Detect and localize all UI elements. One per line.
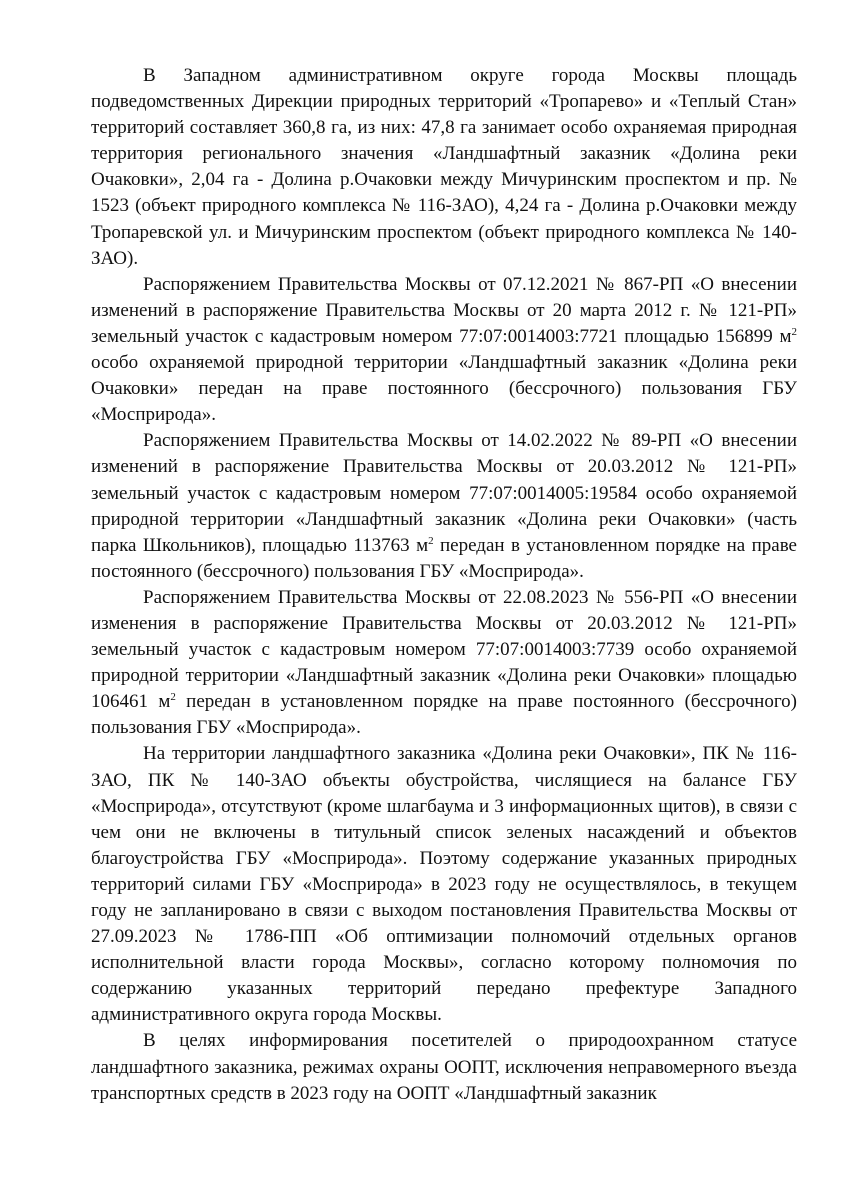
paragraph-improvement-objects (91, 741, 797, 1028)
superscript-exponent: 2 (170, 691, 176, 704)
paragraph-order-89 (91, 428, 797, 585)
text-run: Распоряжением Правительства Москвы от 14.02.2022 № 89-РП «О внесении изменений в распоряжение Правительства Москвы от 20.03.2012 № 121-РП» земельный участок с кадастровым номером 77:07:0014005:19584 особо охраняемой природной территории «Ландшафтный заказник «Долина реки Очаковки» (часть парка Школьников), площадью 113763 м (91, 430, 797, 556)
paragraph-territory-area (91, 63, 797, 272)
paragraph-order-867 (91, 272, 797, 429)
text-run: передан в установленном порядке на праве постоянного (бессрочного) пользования ГБУ «Мосприрода». (91, 691, 797, 739)
text-run: В целях информирования посетителей о природоохранном статусе ландшафтного заказника, режимах охраны ООПТ, исключения неправомерного въезда транспортных средств в 2023 году на ООПТ «Ландшафтный заказник (91, 1030, 797, 1104)
paragraph-order-556 (91, 585, 797, 742)
paragraph-visitor-information (91, 1028, 797, 1106)
text-run: особо охраняемой природной территории «Ландшафтный заказник «Долина реки Очаковки» передан на праве постоянного (бессрочного) пользования ГБУ «Мосприрода». (91, 352, 797, 426)
superscript-exponent: 2 (791, 325, 797, 338)
text-run: Распоряжением Правительства Москвы от 22.08.2023 № 556-РП «О внесении изменения в распоряжение Правительства Москвы от 20.03.2012 № 121-РП» земельный участок с кадастровым номером 77:07:0014003:7739 особо охраняемой природной территории «Ландшафтный заказник «Долина реки Очаковки» площадью 106461 м (91, 586, 797, 713)
text-run: В Западном административном округе города Москвы площадь подведомственных Дирекции природных территорий «Тропарево» и «Теплый Стан» территорий составляет 360,8 га, из них: 47,8 га занимает особо охраняемая природная территория регионального значения «Ландшафтный заказник «Долина реки Очаковки», 2,04 га - Долина р.Очаковки между Мичуринским проспектом и пр. № 1523 (объект природного комплекса № 116-ЗАО), 4,24 га - Долина р.Очаковки между Тропаревской ул. и Мичуринским проспектом (объект природного комплекса № 140-ЗАО). (91, 65, 797, 269)
text-run: передан в установленном порядке на праве постоянного (бессрочного) пользования ГБУ «Мосприрода». (91, 534, 797, 582)
text-run: На территории ландшафтного заказника «Долина реки Очаковки», ПК № 116-ЗАО, ПК № 140-ЗАО объекты обустройства, числящиеся на балансе ГБУ «Мосприрода», отсутствуют (кроме шлагбаума и 3 информационных щитов), в связи с чем они не включены в титульный список зеленых насаждений и объектов благоустройства ГБУ «Мосприрода». Поэтому содержание указанных природных территорий силами ГБУ «Мосприрода» в 2023 году не осуществлялось, в текущем году не запланировано в связи с выходом постановления Правительства Москвы от 27.09.2023 № 1786-ПП «Об оптимизации полномочий отдельных органов исполнительной власти города Москвы», согласно которому полномочия по содержанию указанных территорий передано префектуре Западного административного округа города Москвы. (91, 743, 797, 1026)
text-run: Распоряжением Правительства Москвы от 07.12.2021 № 867-РП «О внесении изменений в распоряжение Правительства Москвы от 20 марта 2012 г. № 121-РП» земельный участок с кадастровым номером 77:07:0014003:7721 площадью 156899 м (91, 273, 797, 347)
superscript-exponent: 2 (428, 534, 434, 547)
